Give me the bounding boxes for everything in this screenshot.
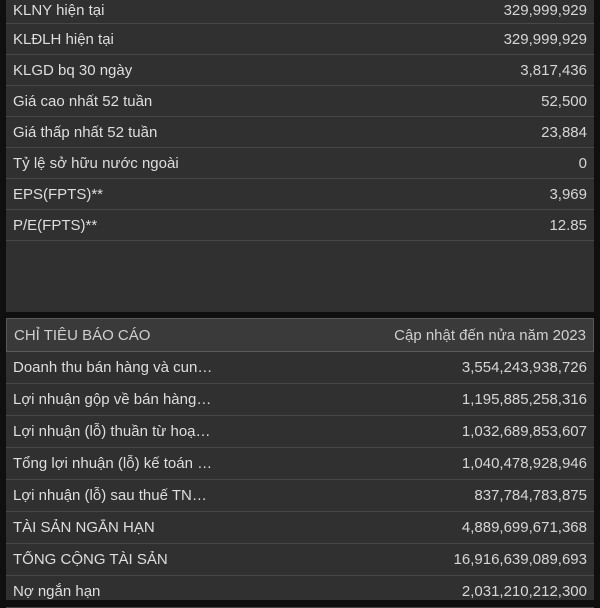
stat-value: 3,969 xyxy=(549,185,587,203)
report-value: 2,031,210,212,300 xyxy=(461,583,587,600)
stat-label: Tỷ lệ sở hữu nước ngoài xyxy=(13,154,179,172)
report-row-current-assets xyxy=(6,512,594,544)
report-value: 4,889,699,671,368 xyxy=(461,519,587,536)
report-label: TÀI SẢN NGẮN HẠN xyxy=(13,519,155,536)
stat-row-high-52w xyxy=(6,86,594,117)
report-row-net-profit xyxy=(6,480,594,512)
stat-value: 329,999,929 xyxy=(503,30,587,48)
report-value: 16,916,639,089,693 xyxy=(453,551,587,568)
report-row-gross-profit xyxy=(6,384,594,416)
stat-label: EPS(FPTS)** xyxy=(13,185,104,203)
report-value: 1,040,478,928,946 xyxy=(461,455,587,472)
stat-value: 23,884 xyxy=(541,123,587,141)
report-row-pretax-profit xyxy=(6,448,594,480)
stat-label: KLNY hiện tại xyxy=(13,2,105,19)
report-label: TỔNG CỘNG TÀI SẢN xyxy=(13,551,168,568)
stat-row-kldlh xyxy=(6,24,594,55)
financial-report-panel xyxy=(6,318,594,600)
stat-label: Giá thấp nhất 52 tuần xyxy=(13,123,158,141)
stat-value: 329,999,929 xyxy=(503,2,587,19)
report-row-total-assets xyxy=(6,544,594,576)
stat-label: KLGD bq 30 ngày xyxy=(13,61,133,79)
stat-row-pe xyxy=(6,210,594,241)
report-value: 1,032,689,853,607 xyxy=(461,423,587,440)
stat-value: 3,817,436 xyxy=(520,61,587,79)
report-header-updated: Cập nhật đến nửa năm 2023 xyxy=(394,326,586,344)
report-value: 1,195,885,258,316 xyxy=(461,391,587,408)
report-label: Lợi nhuận (lỗ) thuần từ hoạ… xyxy=(13,423,211,440)
report-row-operating-profit xyxy=(6,416,594,448)
stat-label: Giá cao nhất 52 tuần xyxy=(13,92,153,110)
stock-stats-panel xyxy=(6,0,594,312)
report-label: Lợi nhuận gộp về bán hàng… xyxy=(13,391,212,408)
stat-row-klny xyxy=(6,0,594,24)
stat-label: P/E(FPTS)** xyxy=(13,216,98,234)
report-header-title: CHỈ TIÊU BÁO CÁO xyxy=(14,326,151,344)
report-value: 3,554,243,938,726 xyxy=(461,359,587,376)
stat-label: KLĐLH hiện tại xyxy=(13,30,114,48)
report-label: Tổng lợi nhuận (lỗ) kế toán … xyxy=(13,455,213,472)
report-label: Nợ ngắn hạn xyxy=(13,583,101,600)
stat-row-eps xyxy=(6,179,594,210)
report-label: Doanh thu bán hàng và cun… xyxy=(13,359,213,376)
stat-value: 12.85 xyxy=(549,216,587,234)
stat-row-low-52w xyxy=(6,117,594,148)
report-header xyxy=(6,318,594,352)
report-row-revenue xyxy=(6,352,594,384)
report-value: 837,784,783,875 xyxy=(474,487,587,504)
report-label: Lợi nhuận (lỗ) sau thuế TN… xyxy=(13,487,207,504)
stat-value: 52,500 xyxy=(541,92,587,110)
report-row-short-term-debt xyxy=(6,576,594,608)
stat-row-foreign-ownership xyxy=(6,148,594,179)
stat-row-klgd xyxy=(6,55,594,86)
stat-value: 0 xyxy=(578,154,587,172)
